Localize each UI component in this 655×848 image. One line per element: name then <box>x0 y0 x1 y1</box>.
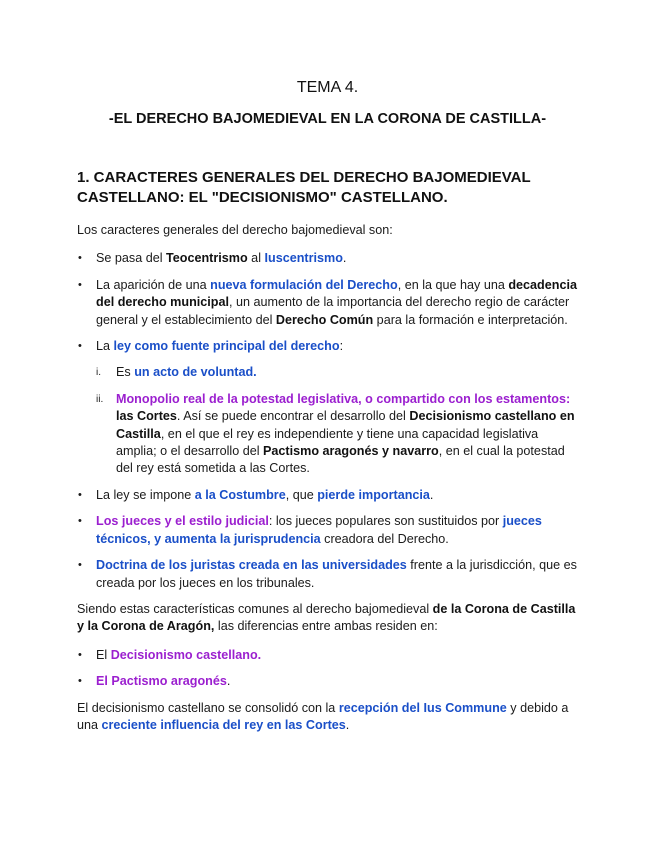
text: . <box>429 487 434 502</box>
bold-text: de la Corona de Castilla y la Corona de Aragón, <box>77 601 576 634</box>
highlight-text: : <box>565 391 571 406</box>
bold-text: Teocentrismo <box>166 251 248 266</box>
bullet-icon: • <box>78 648 82 661</box>
text: El decisionismo castellano se consolidó con la <box>77 700 339 715</box>
list-item <box>77 673 577 690</box>
document-subtitle: -EL DERECHO BAJOMEDIEVAL EN LA CORONA DE CASTILLA- <box>108 111 547 127</box>
text: . <box>342 251 347 266</box>
text: las diferencias entre ambas residen en: <box>214 619 438 634</box>
highlight-text: un acto de voluntad. <box>134 365 257 380</box>
characteristics-list-continued <box>77 487 577 592</box>
bullet-icon: • <box>78 675 82 688</box>
text: . Así se puede encontrar el desarrollo del <box>176 409 410 424</box>
list-item <box>77 338 577 355</box>
roman-numeral: ii. <box>96 393 104 405</box>
bold-text: Derecho Común <box>275 312 374 327</box>
heading-line-2: CASTELLANO: EL "DECISIONISMO" CASTELLANO. <box>77 189 448 206</box>
intro-paragraph: Los caracteres generales del derecho bajomedieval son: <box>77 223 393 237</box>
highlight-text: Decisionismo castellano. <box>110 647 262 662</box>
sub-item <box>77 364 577 381</box>
text: frente a la jurisdicción, que es creada por los jueces en los tribunales. <box>96 558 577 590</box>
bullet-icon: • <box>78 278 82 291</box>
list-item <box>77 557 577 592</box>
list-item <box>77 513 577 548</box>
characteristics-list <box>77 250 577 355</box>
text: , en la que hay una <box>397 277 509 292</box>
list-item <box>77 647 577 664</box>
list-item <box>77 277 577 329</box>
text: La ley se impone <box>96 487 195 502</box>
bold-text: Decisionismo castellano en Castilla <box>116 409 575 441</box>
bold-text: decadencia del derecho municipal <box>96 277 577 310</box>
document-title: TEMA 4. <box>296 79 359 96</box>
text: : <box>339 339 344 354</box>
text: para la formación e interpretación. <box>373 312 568 327</box>
text: al <box>247 251 265 266</box>
bullet-icon: • <box>78 559 82 572</box>
text: La aparición de una <box>96 277 211 292</box>
highlight-text: Iuscentrismo <box>264 251 343 266</box>
text: , en el cual la potestad del rey está sometida a las Cortes. <box>116 444 565 476</box>
differences-list <box>77 647 577 691</box>
highlight-text: a la Costumbre <box>194 487 286 502</box>
closing-paragraph <box>77 700 577 735</box>
text: El <box>96 647 111 662</box>
text: Se pasa del <box>96 251 167 266</box>
highlight-text: Doctrina de los juristas creada en las universidades <box>96 558 407 573</box>
bullet-icon: • <box>78 515 82 528</box>
highlight-text: nueva formulación del Derecho <box>210 277 398 292</box>
section-heading <box>77 168 577 208</box>
highlight-text: Monopolio real de la potestad legislativa, o compartido con los estamentos <box>116 391 566 406</box>
highlight-text: Los jueces y el estilo judicial <box>96 514 269 529</box>
highlight-text: jueces técnicos, y aumenta la jurisprudencia <box>96 514 542 546</box>
bold-text: Pactismo aragonés y navarro <box>263 444 439 459</box>
highlight-text: El Pactismo aragonés <box>96 674 227 689</box>
highlight-text: recepción del Ius Commune <box>338 700 507 715</box>
text: : los jueces populares son sustituidos por <box>268 514 503 529</box>
text: creadora del Derecho. <box>320 531 449 546</box>
text: y debido a una <box>77 700 569 732</box>
sub-item <box>77 391 577 478</box>
text: , un aumento de la importancia del derecho regio de carácter general y el establecimiento del <box>96 295 570 327</box>
bullet-icon: • <box>78 488 82 501</box>
text: . <box>345 717 350 732</box>
heading-line-1: 1. CARACTERES GENERALES DEL DERECHO BAJOMEDIEVAL <box>77 169 531 186</box>
list-item <box>77 487 577 504</box>
text: , que <box>285 487 318 502</box>
text: La <box>96 339 114 354</box>
text: , en el que el rey es independiente y tiene una capacidad legislativa amplia; o el desarrollo del <box>116 426 539 459</box>
comparison-paragraph <box>77 601 577 636</box>
list-item <box>77 250 577 267</box>
highlight-text: creciente influencia del rey en las Cortes <box>101 717 346 732</box>
document-body <box>77 168 577 745</box>
text: Siendo estas características comunes al derecho bajomedieval <box>77 601 433 616</box>
bullet-icon: • <box>78 252 82 265</box>
text: . <box>226 674 231 689</box>
highlight-text: ley como fuente principal del derecho <box>113 339 340 354</box>
roman-numeral: i. <box>96 367 101 379</box>
bullet-icon: • <box>78 340 82 353</box>
bold-text: las Cortes <box>116 409 177 424</box>
text: Es <box>116 365 135 380</box>
highlight-text: pierde importancia <box>317 487 430 502</box>
